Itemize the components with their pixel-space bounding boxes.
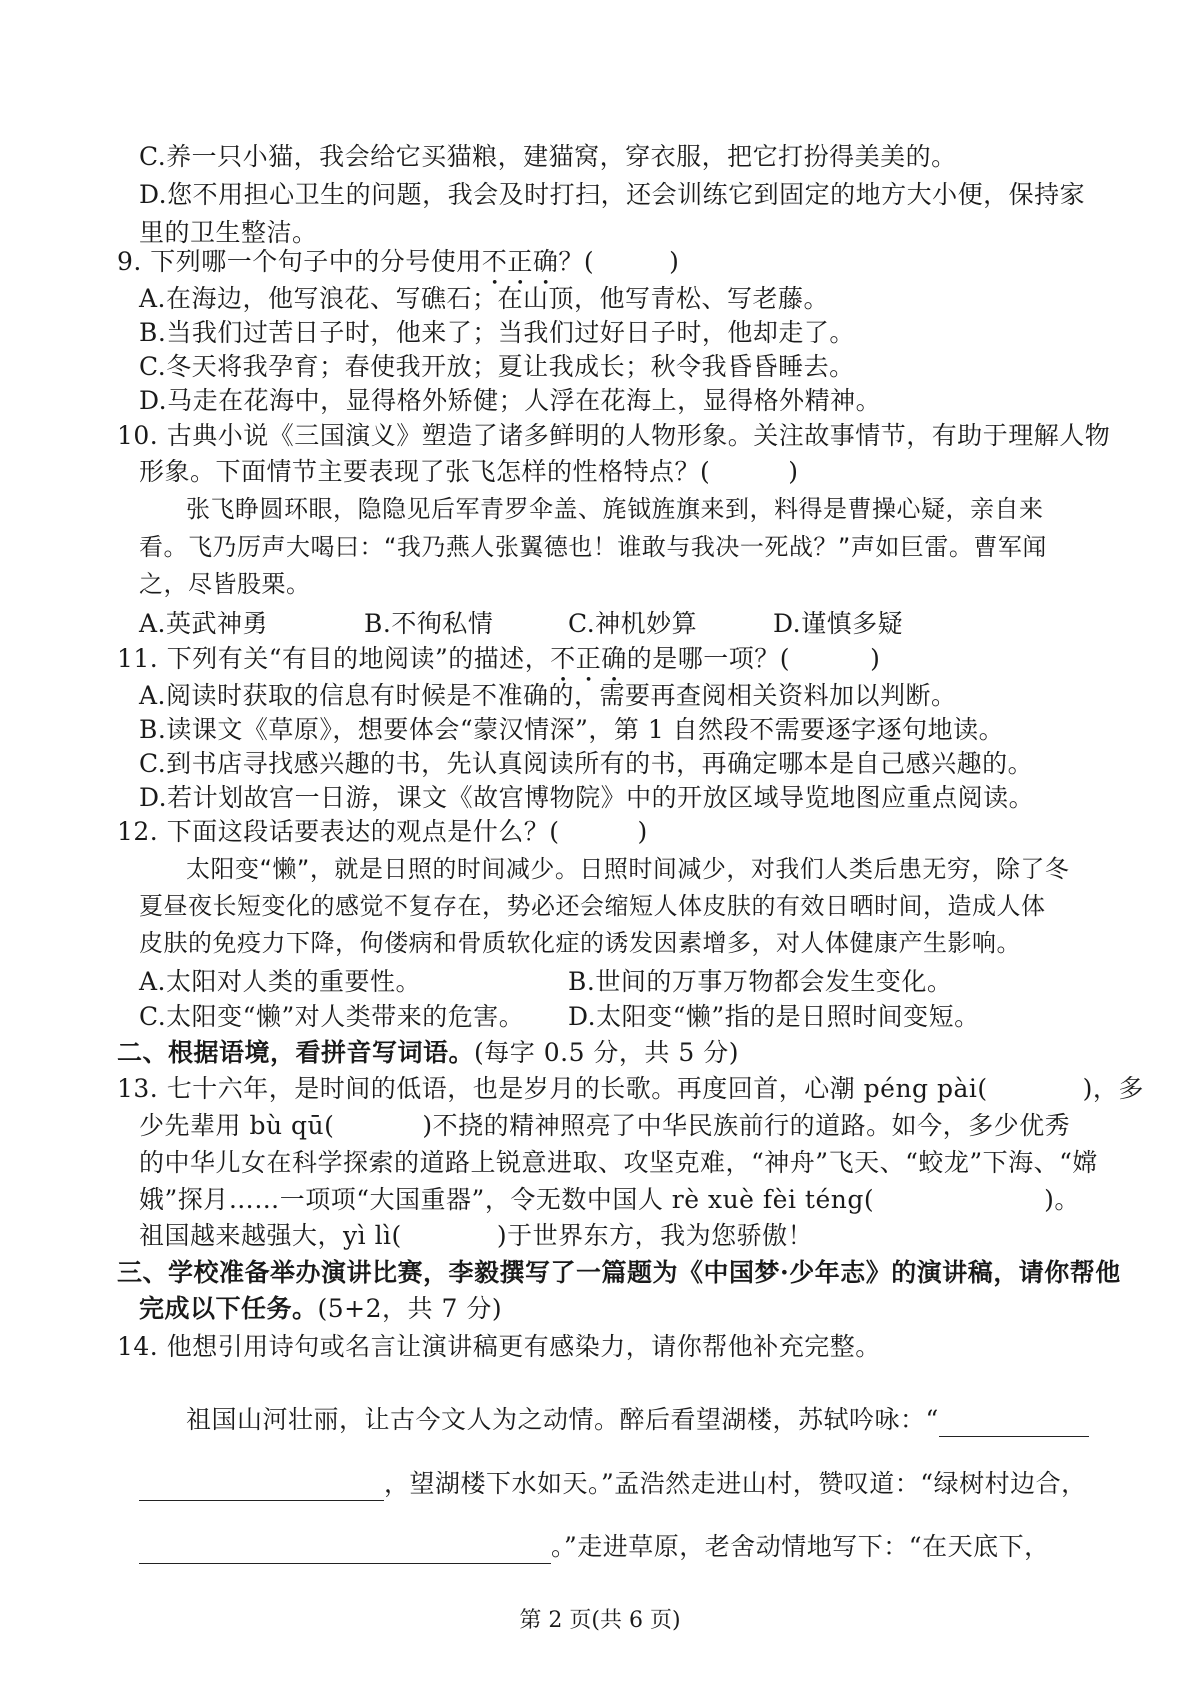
- fill-in-blank[interactable]: [139, 1537, 551, 1564]
- q12-stem: 12. 下面这段话要表达的观点是什么？( ): [117, 817, 648, 846]
- q13-line4: 娥”探月……一项项“大国重器”，令无数中国人 rè xuè fèi téng( )。: [139, 1185, 1080, 1214]
- page-number-footer: 第 2 页(共 6 页): [519, 1608, 681, 1633]
- section3-heading-line1: 三、学校准备举办演讲比赛，李毅撰写了一篇题为《中国梦·少年志》的演讲稿，请你帮他: [117, 1258, 1121, 1287]
- q10-passage-line3: 之，尽皆股栗。: [139, 570, 311, 598]
- q11-option-a: A.阅读时获取的信息有时候是不准确的，需要再查阅相关资料加以判断。: [139, 681, 957, 710]
- q10-option-d: D.谨慎多疑: [773, 609, 904, 638]
- q12-option-a: A.太阳对人类的重要性。: [139, 967, 422, 996]
- q10-stem-line1: 10. 古典小说《三国演义》塑造了诸多鲜明的人物形象。关注故事情节，有助于理解人物: [117, 421, 1111, 450]
- q13-line1: 13. 七十六年，是时间的低语，也是岁月的长歌。再度回首，心潮 péng pài( )，多: [117, 1074, 1144, 1103]
- fill-in-blank[interactable]: [139, 1474, 384, 1501]
- q11-option-b: B.读课文《草原》，想要体会“蒙汉情深”，第 1 自然段不需要逐字逐句地读。: [139, 715, 1005, 744]
- q9-stem: 9. 下列哪一个句子中的分号使用不正确？( ): [117, 247, 680, 276]
- q14-passage-line3: 。”走进草原，老舍动情地写下：“在天底下，: [139, 1530, 1050, 1564]
- q12-passage-line3: 皮肤的免疫力下降，佝偻病和骨质软化症的诱发因素增多，对人体健康产生影响。: [139, 929, 1021, 957]
- q13-line2: 少先辈用 bù qū( )不挠的精神照亮了中华民族前行的道路。如今，多少优秀: [139, 1111, 1071, 1140]
- q13-line5: 祖国越来越强大，yì lì( )于世界东方，我为您骄傲！: [139, 1221, 814, 1250]
- q11-stem: 11. 下列有关“有目的地阅读”的描述，不正确的是哪一项？( ): [117, 644, 881, 673]
- q10-option-c: C.神机妙算: [568, 609, 698, 638]
- emphasis-dots: 不正确: [550, 644, 627, 673]
- q14-passage-line2: ，望湖楼下水如天。”孟浩然走进山村，赞叹道：“绿树村边合，: [139, 1467, 1087, 1501]
- q10-option-a: A.英武神勇: [139, 609, 269, 638]
- q9-option-b: B.当我们过苦日子时，他来了；当我们过好日子时，他却走了。: [139, 318, 855, 347]
- q14-passage-line1: 祖国山河壮丽，让古今文人为之动情。醉后看望湖楼，苏轼吟咏：“: [186, 1403, 1089, 1437]
- q11-option-c: C.到书店寻找感兴趣的书，先认真阅读所有的书，再确定哪本是自己感兴趣的。: [139, 749, 1034, 778]
- q13-line3: 的中华儿女在科学探索的道路上锐意进取、攻坚克难，“神舟”飞天、“蛟龙”下海、“嫦: [139, 1148, 1098, 1177]
- q11-option-d: D.若计划故宫一日游，课文《故宫博物院》中的开放区域导览地图应重点阅读。: [139, 783, 1035, 812]
- fill-in-blank[interactable]: [939, 1410, 1089, 1437]
- q12-passage-line2: 夏昼夜长短变化的感觉不复存在，势必还会缩短人体皮肤的有效日晒时间，造成人体: [139, 892, 1046, 920]
- q12-option-c: C.太阳变“懒”对人类带来的危害。: [139, 1002, 525, 1031]
- q8-option-d-line1: D.您不用担心卫生的问题，我会及时打扫，还会训练它到固定的地方大小便，保持家: [139, 180, 1086, 209]
- section3-heading-line2: 完成以下任务。(5+2，共 7 分): [139, 1294, 503, 1323]
- q9-option-d: D.马走在花海中，显得格外矫健；人浮在花海上，显得格外精神。: [139, 386, 882, 415]
- emphasis-dots: 不正确: [481, 247, 559, 276]
- q12-option-d: D.太阳变“懒”指的是日照时间变短。: [568, 1002, 980, 1031]
- q14-stem: 14. 他想引用诗句或名言让演讲稿更有感染力，请你帮他补充完整。: [117, 1332, 881, 1361]
- q8-option-c: C.养一只小猫，我会给它买猫粮，建猫窝，穿衣服，把它打扮得美美的。: [139, 142, 957, 171]
- q10-passage-line1: 张飞睁圆环眼，隐隐见后军青罗伞盖、旄钺旌旗来到，料得是曹操心疑，亲自来: [186, 495, 1044, 523]
- q8-option-d-line2: 里的卫生整洁。: [139, 218, 318, 247]
- q10-stem-line2: 形象。下面情节主要表现了张飞怎样的性格特点？( ): [139, 457, 799, 486]
- q12-passage-line1: 太阳变“懒”，就是日照的时间减少。日照时间减少，对我们人类后患无穷，除了冬: [186, 855, 1070, 883]
- q10-passage-line2: 看。飞乃厉声大喝曰：“我乃燕人张翼德也！谁敢与我决一死战？”声如巨雷。曹军闻: [139, 533, 1047, 561]
- section2-heading: 二、根据语境，看拼音写词语。(每字 0.5 分，共 5 分): [117, 1038, 739, 1067]
- q12-option-b: B.世间的万事万物都会发生变化。: [568, 967, 953, 996]
- q10-option-b: B.不徇私情: [364, 609, 494, 638]
- q9-option-c: C.冬天将我孕育；春使我开放；夏让我成长；秋令我昏昏睡去。: [139, 352, 855, 381]
- q9-option-a: A.在海边，他写浪花、写礁石；在山顶，他写青松、写老藤。: [139, 284, 830, 313]
